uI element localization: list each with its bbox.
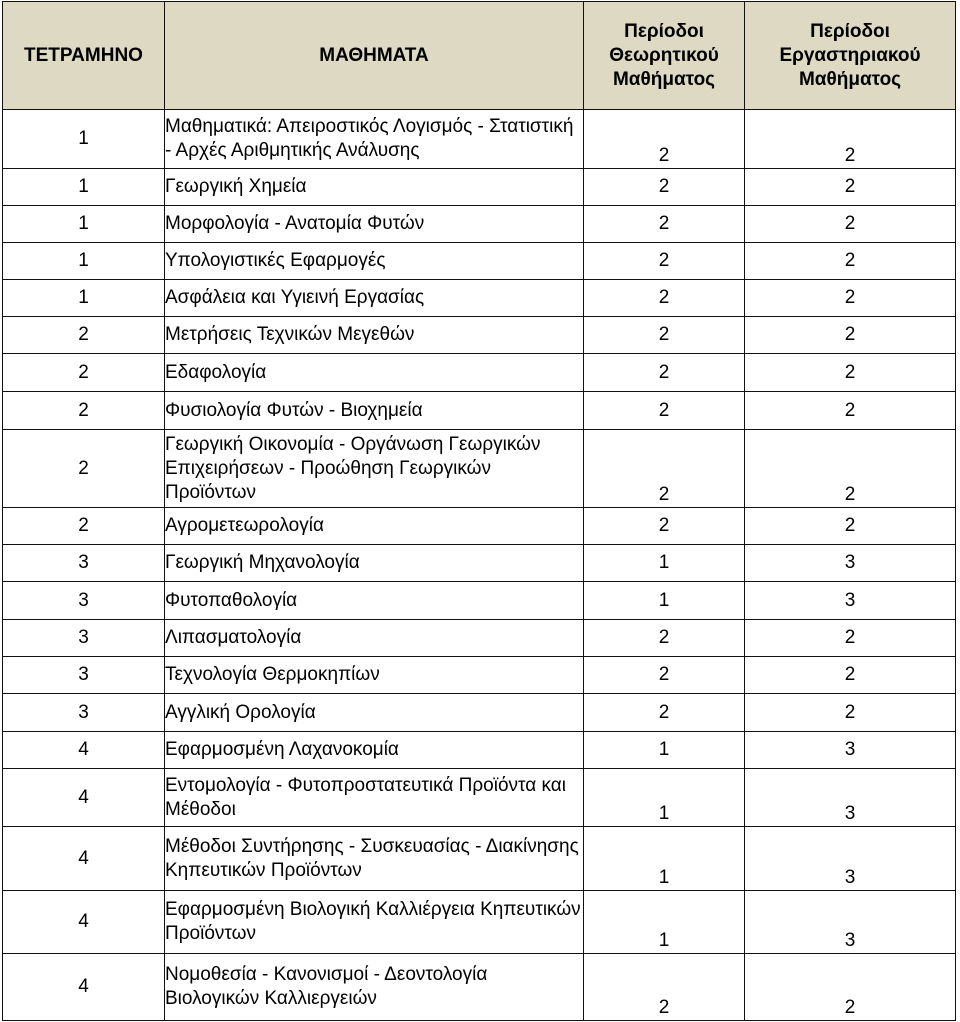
cell-term: 3 [3,657,165,694]
cell-term: 4 [3,827,165,891]
cell-term: 2 [3,354,165,392]
cell-theory-periods: 2 [584,169,745,206]
cell-course: Φυτοπαθολογία [165,582,584,620]
table-row [3,317,956,354]
table-row [3,430,956,508]
cell-theory-periods: 2 [584,243,745,280]
table-row [3,508,956,545]
table-row [3,694,956,732]
table-row [3,169,956,206]
cell-course: Υπολογιστικές Εφαρμογές [165,243,584,280]
cell-term: 3 [3,582,165,620]
cell-term: 2 [3,392,165,430]
cell-course: Τεχνολογία Θερμοκηπίων [165,657,584,694]
cell-course: Εδαφολογία [165,354,584,392]
table-row [3,732,956,769]
cell-theory-periods: 1 [584,891,745,954]
cell-lab-periods: 2 [745,508,956,545]
header-lab-periods: Περίοδοι Εργαστηριακού Μαθήματος [745,2,956,110]
table-row [3,392,956,430]
table-body [3,110,956,1021]
cell-theory-periods: 2 [584,317,745,354]
cell-lab-periods: 2 [745,430,956,508]
cell-course: Μέθοδοι Συντήρησης - Συσκευασίας - Διακίνησης Κηπευτικών Προϊόντων [165,827,584,891]
cell-course: Εφαρμοσμένη Βιολογική Καλλιέργεια Κηπευτικών Προϊόντων [165,891,584,954]
cell-term: 1 [3,110,165,169]
cell-course: Γεωργική Οικονομία - Οργάνωση Γεωργικών Επιχειρήσεων - Προώθηση Γεωργικών Προϊόντων [165,430,584,508]
cell-term: 3 [3,545,165,582]
cell-term: 4 [3,891,165,954]
cell-term: 1 [3,280,165,317]
cell-lab-periods: 3 [745,545,956,582]
cell-course: Λιπασματολογία [165,620,584,657]
cell-term: 1 [3,169,165,206]
cell-term: 3 [3,620,165,657]
cell-lab-periods: 3 [745,769,956,827]
cell-lab-periods: 3 [745,732,956,769]
cell-course: Νομοθεσία - Κανονισμοί - Δεοντολογία Βιολογικών Καλλιεργειών [165,954,584,1021]
cell-theory-periods: 2 [584,206,745,243]
cell-course: Γεωργική Μηχανολογία [165,545,584,582]
table-row [3,110,956,169]
table-row [3,954,956,1021]
cell-theory-periods: 2 [584,280,745,317]
cell-lab-periods: 3 [745,582,956,620]
table-row [3,657,956,694]
cell-course: Μαθηματικά: Απειροστικός Λογισμός - Στατιστική - Αρχές Αριθμητικής Ανάλυσης [165,110,584,169]
cell-term: 3 [3,694,165,732]
header-row [3,2,956,110]
cell-theory-periods: 2 [584,508,745,545]
cell-course: Ασφάλεια και Υγιεινή Εργασίας [165,280,584,317]
cell-term: 4 [3,769,165,827]
cell-course: Μορφολογία - Ανατομία Φυτών [165,206,584,243]
table-row [3,354,956,392]
table-row [3,620,956,657]
cell-term: 1 [3,206,165,243]
cell-lab-periods: 2 [745,206,956,243]
cell-lab-periods: 2 [745,657,956,694]
cell-theory-periods: 2 [584,430,745,508]
cell-course: Φυσιολογία Φυτών - Βιοχημεία [165,392,584,430]
cell-lab-periods: 2 [745,110,956,169]
cell-course: Εντομολογία - Φυτοπροστατευτικά Προϊόντα και Μέθοδοι [165,769,584,827]
cell-lab-periods: 2 [745,169,956,206]
cell-lab-periods: 2 [745,354,956,392]
cell-theory-periods: 2 [584,392,745,430]
table-row [3,545,956,582]
cell-course: Αγγλική Ορολογία [165,694,584,732]
header-course: ΜΑΘΗΜΑΤΑ [165,2,584,110]
cell-theory-periods: 2 [584,657,745,694]
cell-course: Αγρομετεωρολογία [165,508,584,545]
cell-theory-periods: 1 [584,827,745,891]
curriculum-table [2,1,956,1021]
cell-lab-periods: 3 [745,827,956,891]
cell-course: Εφαρμοσμένη Λαχανοκομία [165,732,584,769]
cell-term: 2 [3,508,165,545]
table-row [3,582,956,620]
cell-lab-periods: 2 [745,392,956,430]
cell-term: 2 [3,317,165,354]
cell-term: 1 [3,243,165,280]
cell-lab-periods: 2 [745,620,956,657]
header-theory-periods: Περίοδοι Θεωρητικού Μαθήματος [584,2,745,110]
cell-term: 2 [3,430,165,508]
cell-term: 4 [3,732,165,769]
cell-lab-periods: 2 [745,694,956,732]
table-row [3,206,956,243]
cell-lab-periods: 2 [745,243,956,280]
cell-course: Γεωργική Χημεία [165,169,584,206]
cell-lab-periods: 2 [745,954,956,1021]
table-row [3,769,956,827]
table-row [3,891,956,954]
cell-theory-periods: 2 [584,354,745,392]
cell-theory-periods: 1 [584,545,745,582]
cell-term: 4 [3,954,165,1021]
cell-theory-periods: 2 [584,954,745,1021]
cell-theory-periods: 2 [584,110,745,169]
cell-course: Μετρήσεις Τεχνικών Μεγεθών [165,317,584,354]
table-row [3,243,956,280]
cell-theory-periods: 1 [584,769,745,827]
cell-theory-periods: 1 [584,732,745,769]
table-row [3,827,956,891]
cell-lab-periods: 3 [745,891,956,954]
cell-theory-periods: 2 [584,694,745,732]
cell-theory-periods: 2 [584,620,745,657]
cell-lab-periods: 2 [745,317,956,354]
cell-theory-periods: 1 [584,582,745,620]
table-row [3,280,956,317]
header-term: ΤΕΤΡΑΜΗΝΟ [3,2,165,110]
cell-lab-periods: 2 [745,280,956,317]
